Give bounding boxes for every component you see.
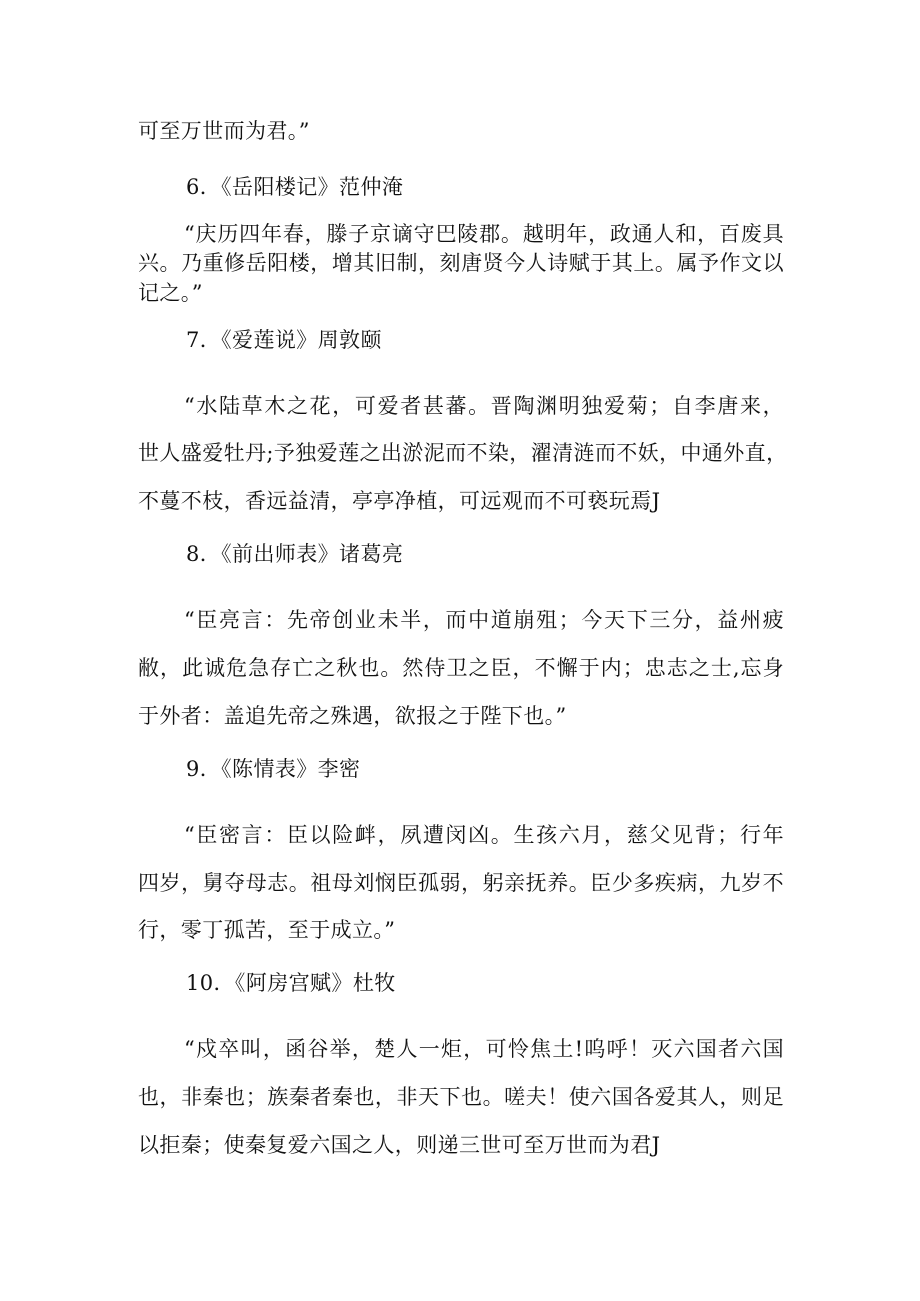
section-heading-10: 10．《阿房宫赋》杜牧: [186, 971, 396, 995]
section-7-line-2: 世人盛爱牡丹;予独爱莲之出淤泥而不染，濯清涟而不妖，中通外直，: [138, 441, 788, 465]
section-9-line-1: “臣密言：臣以险衅，夙遭闵凶。生孩六月，慈父见背；行年: [184, 823, 784, 847]
section-heading-9: 9．《陈情表》李密: [186, 757, 361, 781]
section-10-line-2: 也，非秦也；族秦者秦也，非天下也。嗟夫！使六国各爱其人，则足: [138, 1085, 784, 1109]
section-7-line-3: 不蔓不枝，香远益清，亭亭净植，可远观而不可亵玩焉J: [138, 489, 661, 513]
section-9-line-2: 四岁，舅夺母志。祖母刘悯臣孤弱，躬亲抚养。臣少多疾病，九岁不: [138, 871, 784, 895]
section-6-line-2: 兴。乃重修岳阳楼，增其旧制，刻唐贤今人诗赋于其上。属予作文以: [138, 251, 784, 275]
section-heading-8: 8．《前出师表》诸葛亮: [186, 542, 404, 566]
section-10-line-1: “戍卒叫，函谷举，楚人一炬，可怜焦土!呜呼！灭六国者六国: [184, 1037, 784, 1061]
section-heading-6: 6．《岳阳楼记》范仲淹: [186, 175, 404, 199]
section-10-line-3: 以拒秦；使秦复爱六国之人，则递三世可至万世而为君J: [138, 1133, 661, 1157]
section-6-line-3: 记之。”: [138, 281, 203, 305]
section-8-line-1: “臣亮言：先帝创业未半，而中道崩殂；今天下三分，益州疲: [184, 608, 784, 632]
section-9-line-3: 行，零丁孤苦，至于成立。”: [138, 918, 396, 942]
section-6-line-1: “庆历四年春，滕子京谪守巴陵郡。越明年，政通人和，百废具: [184, 222, 784, 246]
section-7-line-1: “水陆草木之花，可爱者甚蕃。晋陶渊明独爱菊；自李唐来，: [184, 394, 784, 418]
intro-line: 可至万世而为君。”: [138, 119, 310, 143]
section-8-line-2: 敝，此诚危急存亡之秋也。然侍卫之臣，不懈于内；忠志之士,忘身: [138, 656, 784, 680]
section-8-line-3: 于外者：盖追先帝之殊遇，欲报之于陛下也。”: [138, 704, 567, 728]
section-heading-7: 7．《爱莲说》周敦颐: [186, 328, 382, 352]
